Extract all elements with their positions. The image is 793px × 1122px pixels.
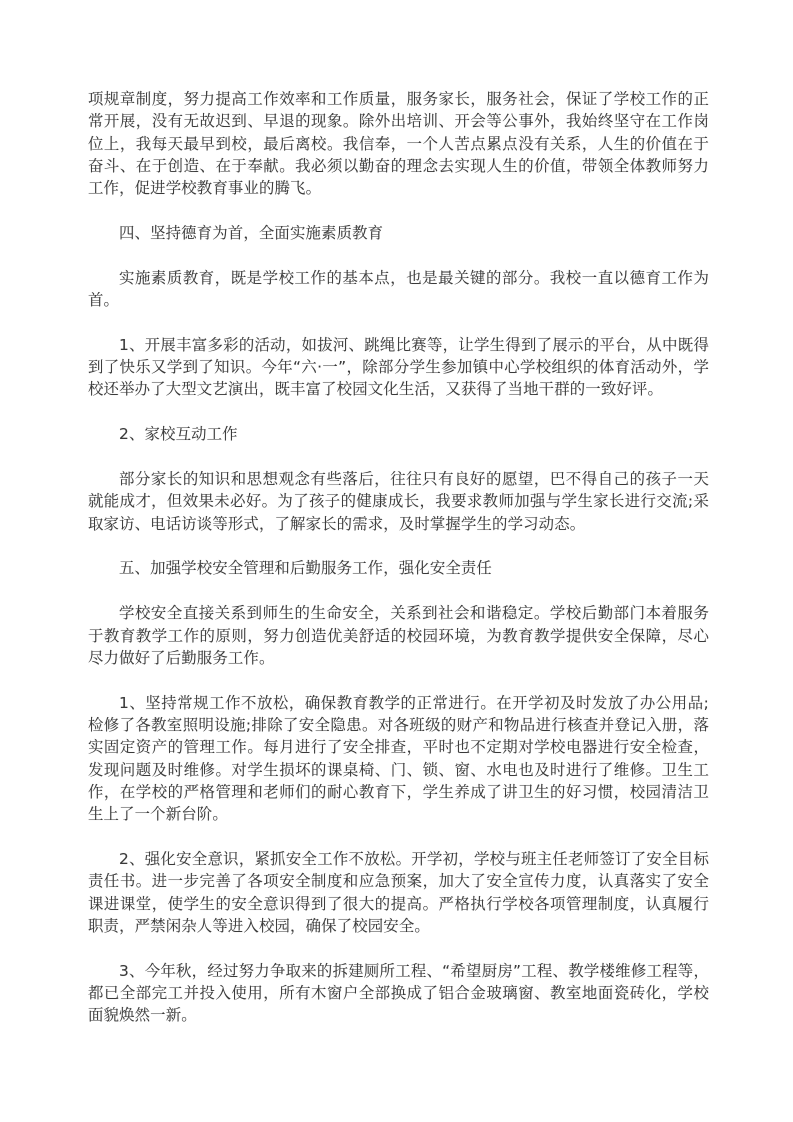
paragraph-school-safety-intro: 学校安全直接关系到师生的生命安全，关系到社会和谐稳定。学校后勤部门本着服务于教育教学工作的原则，努力创造优美舒适的校园环境，为教育教学提供安全保障，尽心尽力做好了后勤服务工作。 xyxy=(88,604,709,667)
section-heading-five: 五、加强学校安全管理和后勤服务工作，强化安全责任 xyxy=(119,559,492,578)
paragraph-quality-education-intro: 实施素质教育，既是学校工作的基本点，也是最关键的部分。我校一直以德育工作为首。 xyxy=(88,268,709,310)
paragraph-item-1-routine-work: 1、坚持常规工作不放松，确保教育教学的正常进行。在开学初及时发放了办公用品;检修了各教室照明设施;排除了安全隐患。对各班级的财产和物品进行核查并登记入册，落实固定资产的管理工作。每月进行了安全排查，平时也不定期对学校电器进行安全检查，发现问题及时维修。对学生损坏的课桌椅、门、锁、窗、水电也及时进行了维修。卫生工作，在学校的严格管理和老师们的耐心教育下，学生养成了讲卫生的好习惯，校园清洁卫生上了一个新台阶。 xyxy=(88,693,709,824)
document-text-body xyxy=(88,88,709,1027)
paragraph-item-3-construction-projects: 3、今年秋，经过努力争取来的拆建厕所工程、“希望厨房”工程、教学楼维修工程等，都已全部完工并投入使用，所有木窗户全部换成了铝合金玻璃窗、教室地面瓷砖化，学校面貌焕然一新。 xyxy=(88,961,709,1025)
section-heading-four: 四、坚持德育为首，全面实施素质教育 xyxy=(119,223,384,242)
paragraph-continued-from-previous-page: 项规章制度，努力提高工作效率和工作质量，服务家长，服务社会，保证了学校工作的正常开展，没有无故迟到、早退的现象。除外出培训、开会等公事外，我始终坚守在工作岗位上，我每天最早到校，最后离校。我信奉，一个人苦点累点没有关系，人生的价值在于奋斗、在于创造、在于奉献。我必须以勤奋的理念去实现人生的价值，带领全体教师努力工作，促进学校教育事业的腾飞。 xyxy=(88,90,709,198)
paragraph-item-2-safety-awareness: 2、强化安全意识，紧抓安全工作不放松。开学初，学校与班主任老师签订了安全目标责任书。进一步完善了各项安全制度和应急预案，加大了安全宣传力度，认真落实了安全课进课堂，使学生的安全意识得到了很大的提高。严格执行学校各项管理制度，认真履行职责，严禁闲杂人等进入校园，确保了校园安全。 xyxy=(88,849,709,935)
paragraph-parent-communication: 部分家长的知识和思想观念有些落后，往往只有良好的愿望，巴不得自己的孩子一天就能成才，但效果未必好。为了孩子的健康成长，我要求教师加强与学生家长进行交流;采取家访、电话访谈等形式，了解家长的需求，及时掌握学生的学习动态。 xyxy=(88,470,709,533)
sub-heading-item-2-home-school: 2、家校互动工作 xyxy=(119,425,238,444)
paragraph-item-1-activities: 1、开展丰富多彩的活动，如拔河、跳绳比赛等，让学生得到了展示的平台，从中既得到了快乐又学到了知识。今年“六·一”，除部分学生参加镇中心学校组织的体育活动外，学校还举办了大型文艺演出，既丰富了校园文化生活，又获得了当地干群的一致好评。 xyxy=(88,335,709,399)
